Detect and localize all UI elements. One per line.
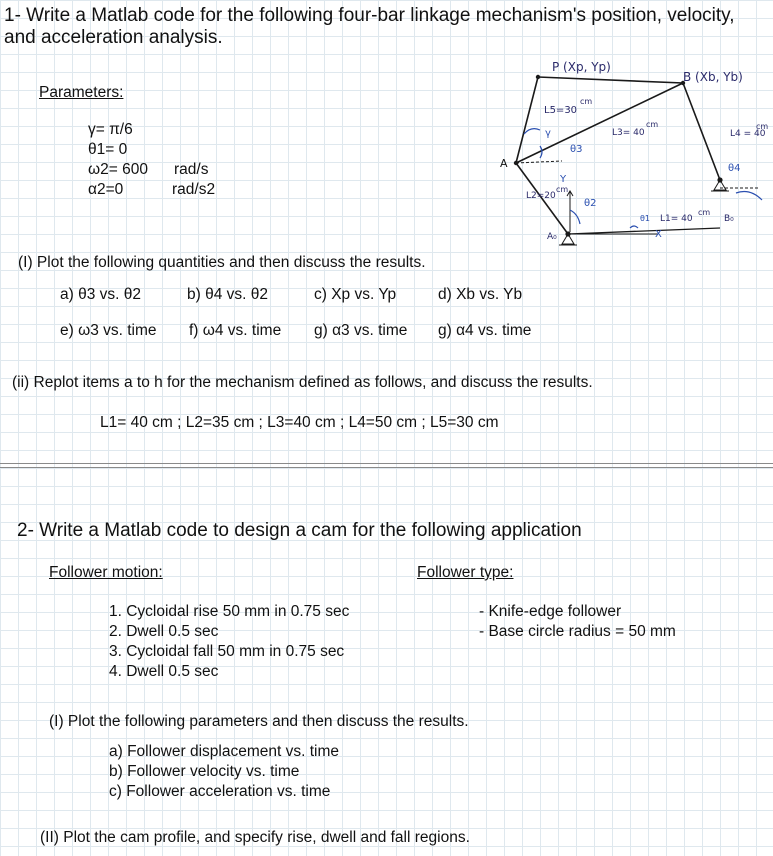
label-theta2: θ2 — [584, 198, 597, 209]
q1-part2-heading: (ii) Replot items a to h for the mechanism defined as follows, and discuss the results. — [12, 374, 593, 391]
type-item-2: - Base circle radius = 50 mm — [479, 623, 676, 640]
motion-item-1: 1. Cycloidal rise 50 mm in 0.75 sec — [109, 603, 350, 620]
label-l5: L5=30 — [544, 105, 578, 116]
theta1-arc — [630, 226, 638, 228]
param-alpha2-unit: rad/s2 — [172, 181, 216, 198]
plot-item-b: b) θ4 vs. θ2 — [187, 286, 268, 303]
follower-type-heading: Follower type: — [417, 564, 514, 581]
plot-item-e: e) ω3 vs. time — [60, 322, 157, 339]
label-l2-unit: cm — [556, 185, 569, 194]
joint-a — [514, 161, 518, 165]
label-l2: L2=20 — [526, 191, 556, 201]
plot-item-c: c) Xp vs. Yp — [314, 286, 397, 303]
motion-item-4: 4. Dwell 0.5 sec — [109, 663, 219, 680]
motion-item-3: 3. Cycloidal fall 50 mm in 0.75 sec — [109, 643, 345, 660]
section-divider-top — [0, 463, 773, 464]
label-l4-unit: cm — [756, 122, 769, 131]
plot-item-d: d) Xb vs. Yb — [438, 286, 523, 303]
plot-item-g: g) α3 vs. time — [314, 322, 408, 339]
param-omega2: ω2= 600 — [88, 161, 148, 178]
theta2-arc — [570, 210, 580, 224]
q1-part2-values: L1= 40 cm ; L2=35 cm ; L3=40 cm ; L4=50 cm ; L5=30 cm — [100, 414, 499, 431]
link-p-b — [538, 77, 683, 83]
q2-part2-heading: (II) Plot the cam profile, and specify rise, dwell and fall regions. — [40, 829, 470, 846]
label-b0: B₀ — [724, 214, 734, 224]
label-a0: A₀ — [547, 232, 557, 242]
q1-title-line1: 1- Write a Matlab code for the following four-bar linkage mechanism's position, velocity, — [4, 5, 735, 26]
param-omega2-unit: rad/s — [174, 161, 209, 178]
label-l1: L1= 40 — [660, 214, 693, 224]
link-l5 — [516, 77, 538, 163]
label-theta3: θ3 — [570, 144, 583, 155]
param-alpha2: α2=0 — [88, 181, 124, 198]
label-theta1: θ1 — [640, 214, 650, 223]
label-gamma: γ — [545, 128, 551, 139]
label-l4: L4 = 40 — [730, 129, 766, 139]
joint-p — [536, 75, 540, 79]
plot-item-h: g) α4 vs. time — [438, 322, 532, 339]
label-l5-unit: cm — [580, 97, 593, 106]
label-p: P (Xp, Yp) — [552, 60, 611, 74]
type-item-1: - Knife-edge follower — [479, 603, 622, 620]
gamma-arc — [524, 129, 540, 134]
q1-part1-heading: (I) Plot the following quantities and then discuss the results. — [18, 254, 426, 271]
label-y-axis: Y — [560, 174, 567, 185]
theta4-arc — [736, 192, 762, 200]
q2-part1-heading: (I) Plot the following parameters and then discuss the results. — [49, 713, 469, 730]
param-theta1: θ1= 0 — [88, 141, 128, 158]
link-l1 — [568, 228, 720, 234]
link-l4 — [683, 83, 720, 180]
param-gamma: γ= π/6 — [88, 121, 133, 138]
label-x-axis: X — [655, 229, 662, 240]
section-divider-bottom — [0, 467, 773, 468]
follower-motion-heading: Follower motion: — [49, 564, 163, 581]
q2-plot-item-a: a) Follower displacement vs. time — [109, 743, 339, 760]
q2-title: 2- Write a Matlab code to design a cam for the following application — [17, 520, 582, 541]
dashed-ref-a — [516, 161, 562, 163]
q2-plot-item-c: c) Follower acceleration vs. time — [109, 783, 331, 800]
label-l3: L3= 40 — [612, 128, 645, 138]
label-a: A — [500, 157, 508, 170]
q2-plot-item-b: b) Follower velocity vs. time — [109, 763, 300, 780]
parameters-heading: Parameters: — [39, 84, 124, 101]
label-theta4: θ4 — [728, 163, 741, 174]
label-l3-unit: cm — [646, 120, 659, 129]
label-b: B (Xb, Yb) — [683, 70, 743, 84]
plot-item-f: f) ω4 vs. time — [189, 322, 282, 339]
motion-item-2: 2. Dwell 0.5 sec — [109, 623, 219, 640]
plot-item-a: a) θ3 vs. θ2 — [60, 286, 141, 303]
q1-title-line2: and acceleration analysis. — [4, 27, 223, 48]
label-l1-unit: cm — [698, 208, 711, 217]
